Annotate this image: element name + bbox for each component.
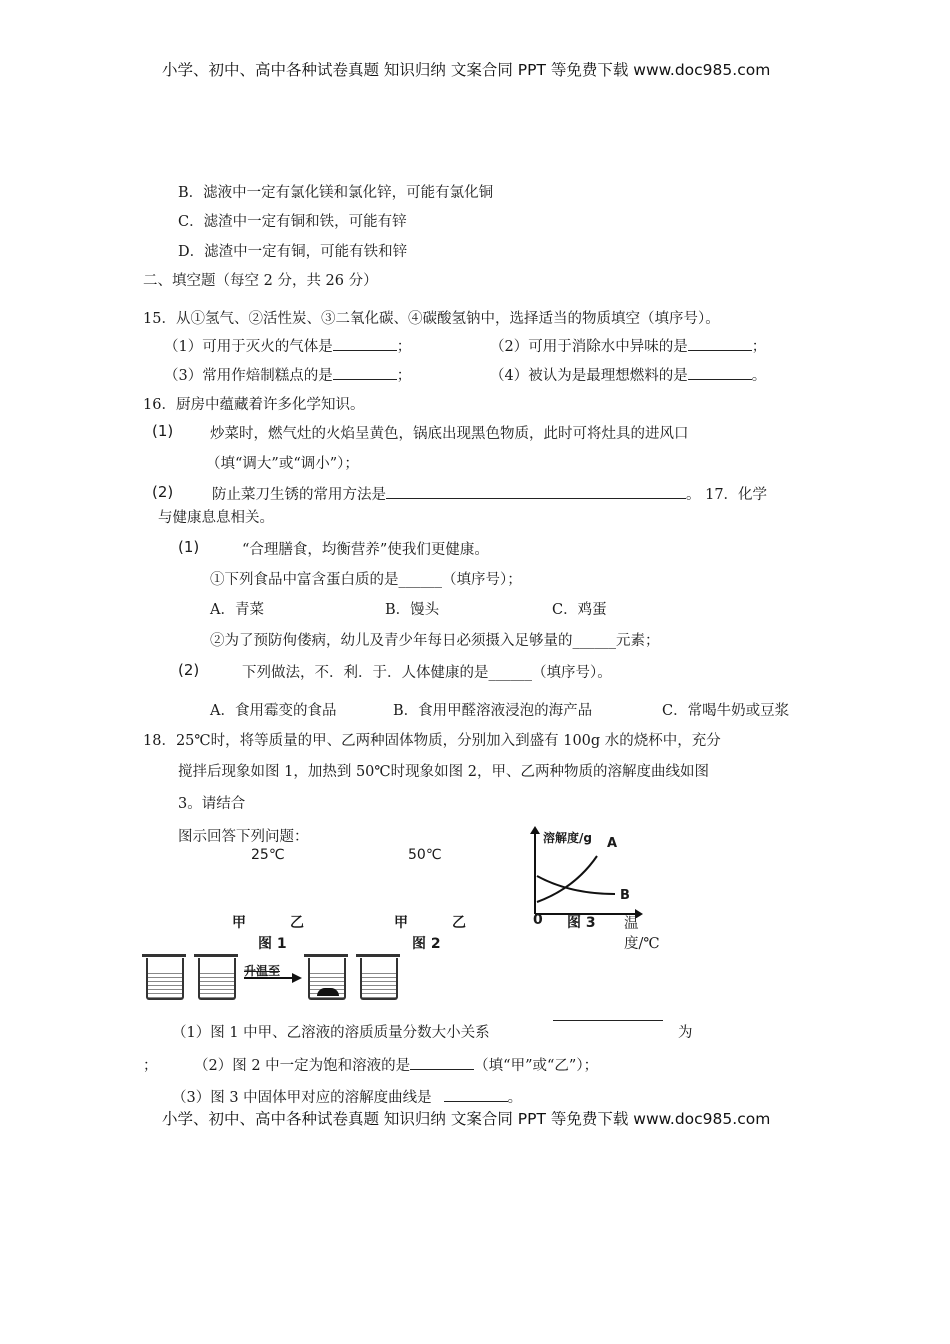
- beaker-fig1-jia-air: [148, 958, 182, 972]
- graph-xlabel-1: 温: [624, 916, 639, 932]
- q17-option-a2: A．食用霉变的食品: [210, 703, 337, 719]
- graph-xlabel-2: 度/℃: [624, 936, 660, 952]
- q16-part2: [212, 483, 767, 504]
- graph-curve-a-label: A: [607, 836, 618, 851]
- q15-part1: [164, 335, 411, 356]
- fig1-temperature: 25℃: [251, 847, 285, 863]
- q14-option-b: B．滤液中一定有氯化镁和氯化锌，可能有氯化铜: [178, 185, 494, 201]
- graph-y-arrow: [530, 826, 540, 834]
- q18-answer1: （1）图 1 中甲、乙溶液的溶质质量分数大小关系: [172, 1025, 490, 1041]
- q15-answer-blank-1[interactable]: [333, 336, 397, 351]
- q18-answer-blank-3[interactable]: [444, 1087, 508, 1102]
- q15-p4-end: 。: [751, 368, 767, 384]
- q18-line3: 3。请结合: [178, 796, 246, 812]
- beaker-fig1-yi-air: [200, 958, 234, 972]
- q16-p2-end: 。 17．化学: [686, 487, 768, 503]
- q18-answer-blank-1[interactable]: [553, 1020, 663, 1021]
- q16-num-2: (2): [152, 483, 174, 501]
- q17-sub1: ①下列食品中富含蛋白质的是______（填序号）；: [210, 572, 522, 588]
- heat-arrow-icon: [242, 972, 304, 984]
- q18-a3-end: 。: [507, 1090, 523, 1106]
- q16-part1-note: （填“调大”或“调小”）；: [206, 456, 359, 472]
- fig2-temperature: 50℃: [408, 847, 442, 863]
- q15-p1-text: （1）可用于灭火的气体是: [164, 339, 333, 355]
- page-footer: 小学、初中、高中各种试卷真题 知识归纳 文案合同 PPT 等免费下载 www.doc985.com: [162, 1110, 771, 1128]
- q18-answer-blank-2[interactable]: [410, 1055, 474, 1070]
- q17-option-c2: C．常喝牛奶或豆浆: [662, 703, 790, 719]
- fig1-jia-label: 甲: [232, 915, 246, 931]
- q17-stem-end: 与健康息息相关。: [158, 510, 274, 526]
- q15-p1-end: ；: [396, 339, 412, 355]
- q17-part1: “合理膳食，均衡营养”使我们更健康。: [242, 542, 489, 558]
- q15-part4: [490, 364, 766, 385]
- q17-option-b2: B．食用甲醛溶液浸泡的海产品: [393, 703, 593, 719]
- q16-part1: 炒菜时，燃气灶的火焰呈黄色，锅底出现黑色物质，此时可将灶具的进风口: [210, 426, 689, 442]
- section-title: 二、填空题（每空 2 分，共 26 分）: [143, 273, 378, 289]
- q15-part2: [490, 335, 766, 356]
- graph-ylabel: 溶解度/g: [543, 831, 592, 845]
- fig2-caption: 图 2: [412, 936, 441, 952]
- graph-curve-b-label: B: [620, 888, 630, 903]
- q16-p2-text: 防止菜刀生锈的常用方法是: [212, 487, 386, 503]
- q15-p4-text: （4）被认为是最理想燃料的是: [490, 368, 688, 384]
- q17-sub2: ②为了预防佝偻病，幼儿及青少年每日必须摄入足够量的______元素；: [210, 633, 660, 649]
- page-header: 小学、初中、高中各种试卷真题 知识归纳 文案合同 PPT 等免费下载 www.doc985.com: [162, 61, 771, 79]
- fig1-yi-label: 乙: [290, 915, 304, 931]
- q18-answer2-sep: ；: [143, 1058, 158, 1074]
- q18-a2-end: （填“甲”或“乙”）；: [474, 1058, 599, 1074]
- q18-line4: 图示回答下列问题：: [178, 829, 309, 845]
- q18-answer1-end: 为: [678, 1025, 693, 1041]
- fig2-jia-solid: [317, 988, 339, 996]
- q18-a3-text: （3）图 3 中固体甲对应的溶解度曲线是: [172, 1090, 432, 1106]
- q16-num-1: (1): [152, 422, 174, 440]
- fig3-caption: 图 3: [567, 915, 596, 931]
- q15-answer-blank-4[interactable]: [688, 365, 752, 380]
- q18-answer3: [172, 1086, 522, 1107]
- fig1-caption: 图 1: [258, 936, 287, 952]
- q18-a2-text: （2）图 2 中一定为饱和溶液的是: [194, 1058, 411, 1074]
- q17-num-1: (1): [178, 538, 200, 556]
- q17-num-2: (2): [178, 661, 200, 679]
- heat-arrow-label: 升温至: [244, 964, 281, 978]
- q15-answer-blank-3[interactable]: [333, 365, 397, 380]
- q15-p3-end: ；: [396, 368, 412, 384]
- q15-p2-text: （2）可用于消除水中异味的是: [490, 339, 688, 355]
- q17-option-b: B．馒头: [385, 602, 440, 618]
- q15-answer-blank-2[interactable]: [688, 336, 752, 351]
- q15-p3-text: （3）常用作焙制糕点的是: [164, 368, 333, 384]
- q14-option-c: C．滤渣中一定有铜和铁，可能有锌: [178, 214, 407, 230]
- curve-a: [537, 856, 597, 902]
- q17-option-c: C．鸡蛋: [552, 602, 607, 618]
- q16-stem: 16．厨房中蕴藏着许多化学知识。: [143, 397, 365, 413]
- q17-part2: 下列做法，不．利．于．人体健康的是______（填序号）。: [242, 665, 612, 681]
- q18-line1: 18．25℃时，将等质量的甲、乙两种固体物质，分别加入到盛有 100g 水的烧杯中，充分: [143, 733, 721, 749]
- beaker-fig2-yi-air: [362, 958, 396, 972]
- fig2-yi-label: 乙: [452, 915, 466, 931]
- q15-part3: [164, 364, 411, 385]
- beaker-fig2-jia-air: [310, 958, 344, 972]
- q17-option-a: A．青菜: [210, 602, 264, 618]
- q16-answer-blank[interactable]: [386, 484, 686, 499]
- q14-option-d: D．滤渣中一定有铜，可能有铁和锌: [178, 244, 408, 260]
- q15-p2-end: ；: [751, 339, 767, 355]
- q15-stem: 15．从①氢气、②活性炭、③二氧化碳、④碳酸氢钠中，选择适当的物质填空（填序号）。: [143, 311, 720, 327]
- fig2-jia-label: 甲: [394, 915, 408, 931]
- graph-origin: 0: [533, 912, 543, 928]
- q18-line2: 搅拌后现象如图 1，加热到 50℃时现象如图 2，甲、乙两种物质的溶解度曲线如图: [178, 764, 709, 780]
- q18-answer2: [194, 1054, 598, 1075]
